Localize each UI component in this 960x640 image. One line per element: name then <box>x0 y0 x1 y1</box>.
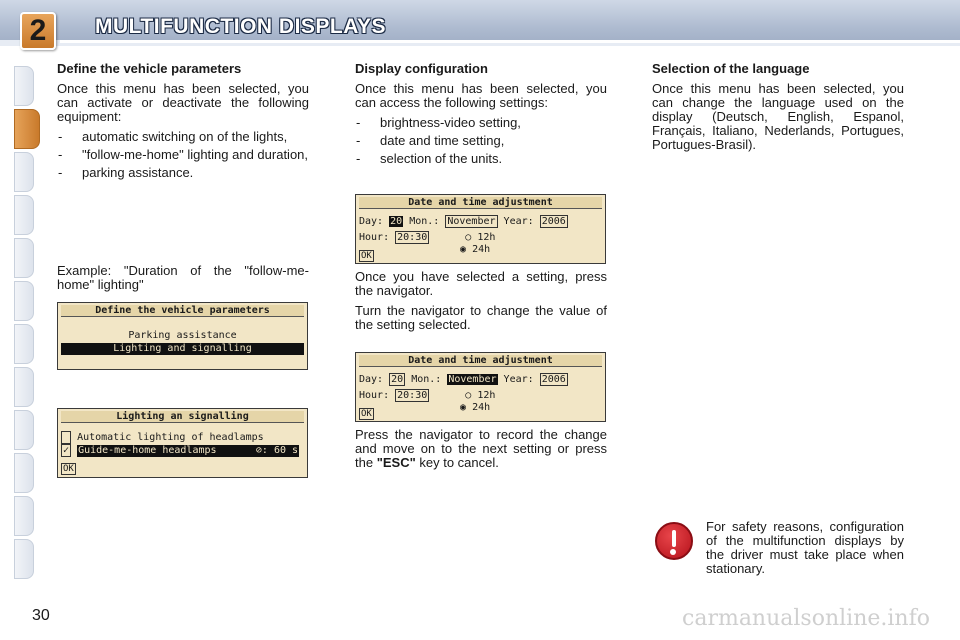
column-display-config-steps <box>355 270 607 338</box>
page-number: 30 <box>32 607 50 624</box>
section-tab[interactable] <box>14 238 34 278</box>
hour-value: 20:30 <box>397 390 428 401</box>
screen-title: Date and time adjustment <box>359 197 602 209</box>
radio-24h-selected-icon: ◉ <box>460 402 467 413</box>
menu-item-lighting-selected: Lighting and signalling <box>61 343 304 355</box>
section-tab[interactable] <box>14 324 34 364</box>
radio-24h-label: 24h <box>472 244 491 255</box>
section-tab-active[interactable] <box>14 109 40 149</box>
section-tab[interactable] <box>14 453 34 493</box>
section-tab[interactable] <box>14 152 34 192</box>
day-label: Day: <box>359 374 384 385</box>
radio-24h-selected-icon: ◉ <box>460 244 467 255</box>
page-title: MULTIFUNCTION DISPLAYS <box>95 15 387 38</box>
ok-button-wrap <box>359 250 374 262</box>
radio-12h-label: 12h <box>477 390 496 401</box>
day-value: 20 <box>391 374 404 385</box>
list-item: - automatic switching on of the lights, <box>57 130 309 144</box>
year-label: Year: <box>503 374 534 385</box>
time-row <box>359 390 495 402</box>
radio-12h-label: 12h <box>477 232 496 243</box>
text: key to cancel. <box>415 455 499 470</box>
text: Press the navigator to record the change and move on to the next setting or press the <box>355 427 607 470</box>
ok-button: OK <box>361 251 372 261</box>
screen-vehicle-parameters <box>57 302 308 370</box>
year-label: Year: <box>503 216 534 227</box>
date-row <box>359 374 568 386</box>
ok-button: OK <box>63 464 74 474</box>
checkbox-icon <box>61 431 71 444</box>
list-item: - selection of the units. <box>355 152 607 166</box>
hour-label: Hour: <box>359 232 390 243</box>
section-heading: Define the vehicle parameters <box>57 61 242 76</box>
month-label: Mon.: <box>409 216 440 227</box>
watermark: carmanualsonline.info <box>682 606 930 631</box>
option-guide-me-home <box>61 445 304 457</box>
radio-24h-label: 24h <box>472 402 491 413</box>
radio-24h-row <box>460 402 490 414</box>
section-tab[interactable] <box>14 539 34 579</box>
list-item: - brightness-video setting, <box>355 116 607 130</box>
title-underline <box>60 40 960 43</box>
radio-12h-icon: ○ <box>465 232 472 243</box>
option-label: Automatic lighting of headlamps <box>77 432 264 443</box>
screen-lighting <box>57 408 308 478</box>
month-value-selected: November <box>448 374 497 385</box>
option-value: ⊘: 60 s <box>255 445 299 456</box>
list-item: - date and time setting, <box>355 134 607 148</box>
radio-24h-row <box>460 244 490 256</box>
day-value-selected: 20 <box>390 216 403 227</box>
radio-12h-icon: ○ <box>465 390 472 401</box>
screen-title: Date and time adjustment <box>359 355 602 367</box>
hour-value: 20:30 <box>397 232 428 243</box>
menu-item-parking: Parking assistance <box>128 330 237 341</box>
year-value: 2006 <box>541 374 566 385</box>
section-tab[interactable] <box>14 66 34 106</box>
equipment-list <box>57 130 309 180</box>
paragraph: Once this menu has been selected, you can access the following settings: <box>355 81 607 110</box>
month-value: November <box>447 216 496 227</box>
option-guide-me-home-selected <box>77 445 299 457</box>
section-tab[interactable] <box>14 281 34 321</box>
paragraph-save <box>355 428 607 470</box>
column-display-config <box>355 62 607 170</box>
list-item: - parking assistance. <box>57 166 309 180</box>
month-label: Mon.: <box>411 374 442 385</box>
section-tab[interactable] <box>14 195 34 235</box>
example-caption-wrap <box>57 264 309 298</box>
paragraph: Once this menu has been selected, you can change the language used on the display (Deutsch, English, Espanol, Français, Italiano, Nederlands, Portugues, Portugues-Brasil). <box>652 81 904 152</box>
hour-label: Hour: <box>359 390 390 401</box>
screen-date-time-2 <box>355 352 606 422</box>
list-item: - "follow-me-home" lighting and duration, <box>57 148 309 162</box>
section-heading: Display configuration <box>355 61 488 76</box>
column-display-config-save <box>355 428 607 476</box>
screen-title: Lighting an signalling <box>61 411 304 423</box>
column-language <box>652 62 904 158</box>
esc-key: "ESC" <box>376 455 416 470</box>
time-row <box>359 232 495 244</box>
ok-button-wrap <box>359 408 374 420</box>
column-vehicle-parameters <box>57 62 309 184</box>
year-value: 2006 <box>541 216 566 227</box>
safety-warning: For safety reasons, configuration of the multifunction displays by the driver must take place when stationary. <box>706 519 904 576</box>
screen-title: Define the vehicle parameters <box>61 305 304 317</box>
day-label: Day: <box>359 216 384 227</box>
checkbox-checked-icon: ✓ <box>63 445 70 456</box>
section-tab[interactable] <box>14 496 34 536</box>
section-tabs <box>14 66 34 576</box>
section-tab[interactable] <box>14 410 34 450</box>
screen-date-time-1 <box>355 194 606 264</box>
paragraph: Turn the navigator to change the value of the setting selected. <box>355 303 607 332</box>
paragraph: Once this menu has been selected, you can activate or deactivate the following equipment: <box>57 81 309 124</box>
ok-button: OK <box>361 409 372 419</box>
warning-icon-dot <box>670 549 676 555</box>
date-row <box>359 216 568 228</box>
ok-button-wrap <box>61 463 76 475</box>
example-caption: Example: "Duration of the "follow-me-home" lighting" <box>57 263 309 292</box>
section-heading: Selection of the language <box>652 61 810 76</box>
option-auto-lighting <box>61 432 264 444</box>
paragraph: Once you have selected a setting, press the navigator. <box>355 269 607 298</box>
section-tab[interactable] <box>14 367 34 407</box>
option-label: Guide-me-home headlamps <box>78 445 217 456</box>
settings-list <box>355 116 607 166</box>
chapter-badge: 2 <box>20 12 56 50</box>
